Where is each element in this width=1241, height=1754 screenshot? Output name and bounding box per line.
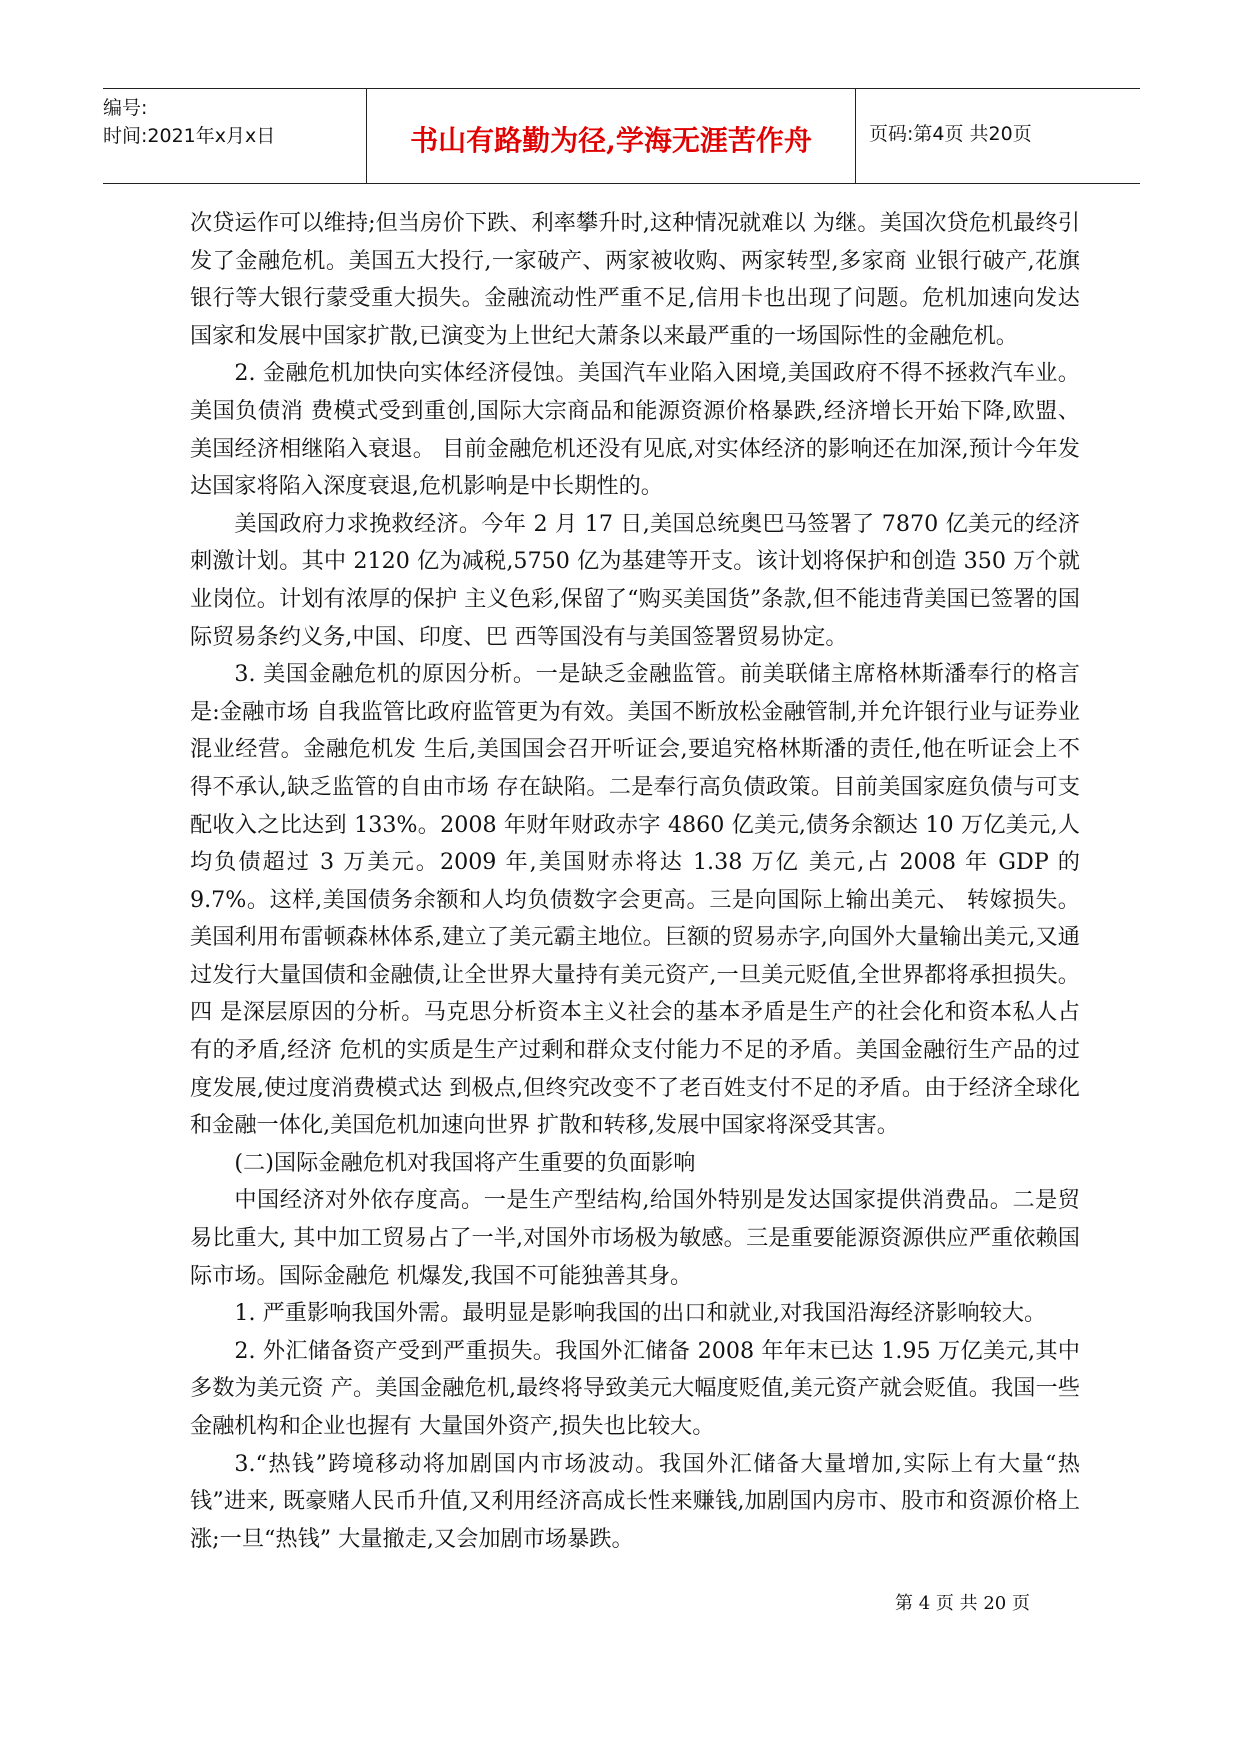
paragraph-hot-money: 3.“热钱”跨境移动将加剧国内市场波动。我国外汇储备大量增加,实际上有大量“热钱”进来, 既豪赌人民币升值,又利用经济高成长性来赚钱,加剧国内房市、股市和资源价格上涨;一旦“热钱” 大量撤走,又会加剧市场暴跌。 bbox=[190, 1450, 1080, 1552]
page-footer: 第 4 页 共 20 页 bbox=[895, 1593, 1030, 1614]
paragraph-subprime-crisis: 次贷运作可以维持;但当房价下跌、利率攀升时,这种情况就难以 为继。美国次贷危机最终引发了金融危机。美国五大投行,一家破产、两家被收购、两家转型,多家商 业银行破产,花旗银行等大银行蒙受重大损失。金融流动性严重不足,信用卡也出现了问题。危机加速向发达国家和发展中国家扩散,已演变为上世纪大萧条以来最严重的一场国际性的金融危机。 bbox=[190, 210, 1080, 349]
header-page-cell bbox=[855, 89, 1140, 183]
document-header bbox=[103, 88, 1140, 184]
paragraph-external-dependence: 中国经济对外依存度高。一是生产型结构,给国外特别是发达国家提供消费品。二是贸易比重大, 其中加工贸易占了一半,对国外市场极为敏感。三是重要能源资源供应严重依赖国际市场。国际金融危 机爆发,我国不可能独善其身。 bbox=[190, 1187, 1080, 1289]
paragraph-forex-reserves: 2. 外汇储备资产受到严重损失。我国外汇储备 2008 年年末已达 1.95 万亿美元,其中多数为美元资 产。美国金融危机,最终将导致美元大幅度贬值,美元资产就会贬值。我国一些金融机构和企业也握有 大量国外资产,损失也比较大。 bbox=[190, 1337, 1080, 1439]
header-page-label: 页码:第4页 共20页 bbox=[869, 123, 1032, 145]
paragraph-external-demand: 1. 严重影响我国外需。最明显是影响我国的出口和就业,对我国沿海经济影响较大。 bbox=[234, 1300, 1047, 1327]
paragraph-cause-analysis: 3. 美国金融危机的原因分析。一是缺乏金融监管。前美联储主席格林斯潘奉行的格言是:金融市场 自我监管比政府监管更为有效。美国不断放松金融管制,并允许银行业与证券业混业经营。金融危机发 生后,美国国会召开听证会,要追究格林斯潘的责任,他在听证会上不得不承认,缺乏监管的自由市场 存在缺陷。二是奉行高负债政策。目前美国家庭负债与可支配收入之比达到 133%。2008 年财年财政赤字 4860 亿美元,债务余额达 10 万亿美元,人均负债超过 3 万美元。2009 年,美国财赤将达 1.38 万亿 美元,占 2008 年 GDP 的 9.7%。这样,美国债务余额和人均负债数字会更高。三是向国际上输出美元、 转嫁损失。美国利用布雷顿森林体系,建立了美元霸主地位。巨额的贸易赤字,向国外大量输出美元,又通过发行大量国债和金融债,让全世界大量持有美元资产,一旦美元贬值,全世界都将承担损失。四 是深层原因的分析。马克思分析资本主义社会的基本矛盾是生产的社会化和资本私人占有的矛盾,经济 危机的实质是生产过剩和群众支付能力不足的矛盾。美国金融衍生产品的过度发展,使过度消费模式达 到极点,但终究改变不了老百姓支付不足的矛盾。由于经济全球化和金融一体化,美国危机加速向世界 扩散和转移,发展中国家将深受其害。 bbox=[190, 661, 1080, 1139]
document-body bbox=[190, 205, 1080, 1558]
header-motto: 书山有路勤为径,学海无涯苦作舟 bbox=[410, 124, 812, 157]
header-info-cell bbox=[103, 89, 366, 183]
document-number-label: 编号: bbox=[103, 97, 148, 119]
paragraph-stimulus-plan: 美国政府力求挽救经济。今年 2 月 17 日,美国总统奥巴马签署了 7870 亿美元的经济刺激计划。其中 2120 亿为减税,5750 亿为基建等开支。该计划将保护和创造 350 万个就业岗位。计划有浓厚的保护 主义色彩,保留了“购买美国货”条款,但不能违背美国已签署的国际贸易条约义务,中国、印度、巴 西等国没有与美国签署贸易协定。 bbox=[190, 510, 1080, 650]
section-heading-negative-impact: (二)国际金融危机对我国将产生重要的负面影响 bbox=[234, 1149, 696, 1176]
header-motto-cell bbox=[366, 89, 856, 183]
paragraph-real-economy: 2. 金融危机加快向实体经济侵蚀。美国汽车业陷入困境,美国政府不得不拯救汽车业。美国负债消 费模式受到重创,国际大宗商品和能源资源价格暴跌,经济增长开始下降,欧盟、美国经济相继陷入衰退。 目前金融危机还没有见底,对实体经济的影响还在加深,预计今年发达国家将陷入深度衰退,危机影响是中长期性的。 bbox=[190, 360, 1080, 500]
document-time-label: 时间:2021年x月x日 bbox=[103, 125, 276, 147]
